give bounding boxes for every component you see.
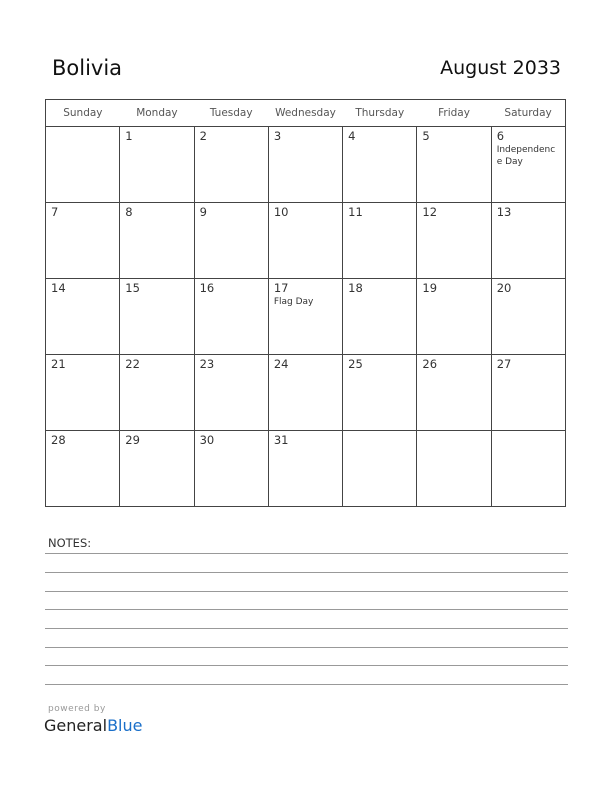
note-line [45,647,568,648]
day-cell [268,355,342,431]
day-number: 11 [348,205,363,219]
day-number: 21 [51,357,66,371]
day-cell [120,279,194,355]
day-number: 18 [348,281,363,295]
day-number: 20 [496,281,512,295]
day-cell [268,203,342,279]
holiday-label: Flag Day [273,297,314,307]
note-line [45,628,568,629]
day-number: 24 [273,357,289,371]
day-number: 9 [199,205,207,219]
day-number: 25 [348,357,363,371]
week-row [46,203,566,279]
day-number: 27 [496,357,512,371]
calendar-grid [45,99,566,507]
note-line [45,609,568,610]
day-cell [194,355,268,431]
powered-by-text: powered by [48,704,106,714]
day-number: 8 [125,205,133,219]
weekday-tuesday: Tuesday [194,100,268,127]
day-cell [194,279,268,355]
day-cell [120,127,194,203]
day-number: 12 [422,205,438,219]
day-number: 2 [199,129,207,143]
day-cell [491,127,565,203]
day-number: 26 [422,357,438,371]
day-cell [491,431,565,507]
note-line [45,684,568,685]
day-cell [46,203,120,279]
day-cell [268,431,342,507]
day-cell [417,355,491,431]
note-line [45,553,568,554]
day-number: 19 [422,281,438,295]
day-cell [194,431,268,507]
notes-label: NOTES: [48,536,92,550]
day-number: 10 [273,205,289,219]
day-cell [46,127,120,203]
note-line [45,591,568,592]
weekday-wednesday: Wednesday [268,100,342,127]
month-year-title: August 2033 [440,57,561,79]
day-cell [194,127,268,203]
day-cell [46,355,120,431]
weekday-header-row [46,100,566,127]
day-cell [194,203,268,279]
holiday-label: Independence Day [496,145,556,167]
calendar-body [46,127,566,507]
weekday-thursday: Thursday [343,100,417,127]
note-line [45,572,568,573]
day-number: 7 [51,205,59,219]
day-number: 28 [51,433,66,447]
day-number: 16 [199,281,215,295]
day-number: 22 [125,357,140,371]
day-cell [343,279,417,355]
day-number: 31 [273,433,289,447]
day-cell [343,127,417,203]
day-number: 29 [125,433,140,447]
day-cell [491,355,565,431]
day-number: 6 [496,129,505,143]
day-number: 5 [422,129,430,143]
day-cell [120,431,194,507]
day-number: 15 [125,281,140,295]
country-title: Bolivia [52,56,123,80]
day-number: 30 [199,433,215,447]
day-number: 17 [273,281,289,295]
day-number: 1 [125,129,133,143]
week-row [46,355,566,431]
day-cell [417,431,491,507]
day-cell [268,279,342,355]
generalblue-logo [44,716,142,735]
brand-general: General [44,716,108,735]
day-number: 14 [51,281,66,295]
day-cell [268,127,342,203]
weekday-monday: Monday [120,100,194,127]
day-number: 23 [199,357,215,371]
day-cell [120,203,194,279]
day-cell [417,127,491,203]
day-number: 4 [348,129,356,143]
day-cell [343,203,417,279]
note-line [45,665,568,666]
weekday-sunday: Sunday [46,100,120,127]
weekday-friday: Friday [417,100,491,127]
day-cell [491,279,565,355]
day-cell [120,355,194,431]
week-row [46,127,566,203]
weekday-saturday: Saturday [491,100,565,127]
brand-blue: Blue [107,716,143,735]
day-cell [343,431,417,507]
week-row [46,279,566,355]
day-cell [417,279,491,355]
day-number: 13 [496,205,512,219]
week-row [46,431,566,507]
day-cell [491,203,565,279]
day-cell [46,431,120,507]
day-cell [46,279,120,355]
day-cell [343,355,417,431]
day-number: 3 [273,129,282,143]
day-cell [417,203,491,279]
